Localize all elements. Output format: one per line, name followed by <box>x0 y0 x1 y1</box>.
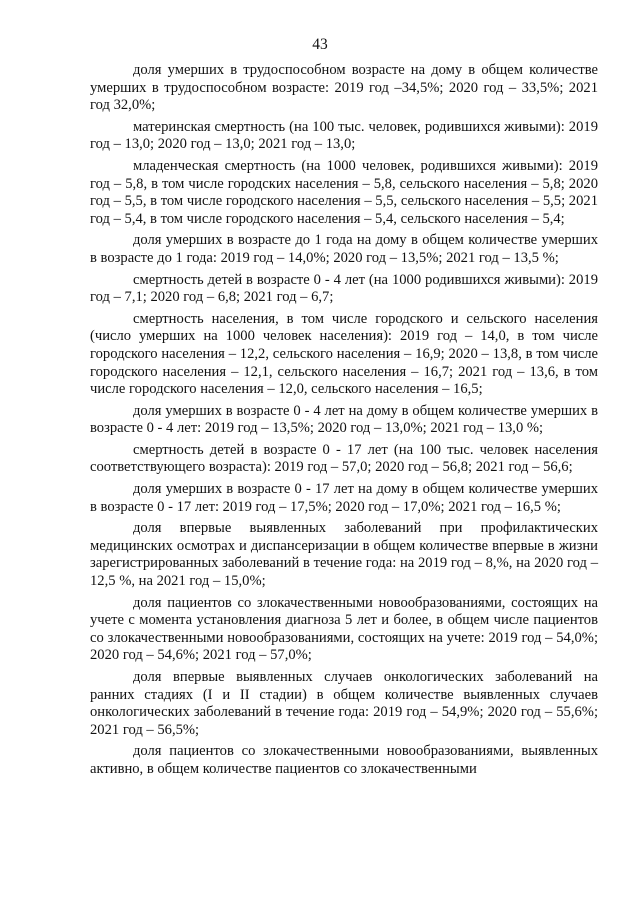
paragraph-child-mortality-0-17: смертность детей в возрасте 0 - 17 лет (на 100 тыс. человек населения соответствующего возраста): 2019 год – 57,0; 2020 год – 56,8; 2021 год – 56,6; <box>90 441 598 476</box>
paragraph-active-oncology-detection: доля пациентов со злокачественными новообразованиями, выявленных активно, в общем количестве пациентов со злокачественными <box>90 743 598 777</box>
paragraph-oncology-5-years: доля пациентов со злокачественными новообразованиями, состоящих на учете с момента установления диагноза 5 лет и более, в общем числе пациентов со злокачественными новообразованиями, состоящих на учете: 2019 год – 54,0%; 2020 год – 54,6%; 2021 год – 57,0%; <box>90 594 598 664</box>
paragraph-0-17-home-deaths: доля умерших в возрасте 0 - 17 лет на дому в общем количестве умерших в возрасте 0 - 17 лет: 2019 год – 17,5%; 2020 год – 17,0%; 2021 год – 16,5 %; <box>90 481 598 515</box>
paragraph-child-mortality-0-4: смертность детей в возрасте 0 - 4 лет (на 1000 родившихся живыми): 2019 год – 7,1; 2020 год – 6,8; 2021 год – 6,7; <box>90 271 598 306</box>
paragraph-0-4-home-deaths: доля умерших в возрасте 0 - 4 лет на дому в общем количестве умерших в возрасте 0 - 4 лет: 2019 год – 13,5%; 2020 год – 13,0%; 2021 год – 13,0 %; <box>90 402 598 437</box>
paragraph-early-stage-oncology: доля впервые выявленных случаев онкологических заболеваний на ранних стадиях (I и II стадии) в общем количестве выявленных случаев онкологических заболеваний в течение года: 2019 год – 54,9%; 2020 год – 55,6%; 2021 год – 56,5%; <box>90 669 598 738</box>
paragraph-working-age-home-deaths: доля умерших в трудоспособном возрасте на дому в общем количестве умерших в трудоспособном возрасте: 2019 год –34,5%; 2020 год – 33,5%; 2021 год 32,0%; <box>90 62 598 114</box>
paragraph-population-mortality: смертность населения, в том числе городского и сельского населения (число умерших на 1000 человек населения): 2019 год – 14,0, в том числе городского населения – 12,2, сельского населения – 16,9; 2020 – 13,8, в том числе городского населения – 12,1, сельского населения – 16,7; 2021 год – 13,6, в том числе городского населения – 12,0, сельского населения – 16,5; <box>90 310 598 398</box>
paragraph-infant-mortality: младенческая смертность (на 1000 человек, родившихся живыми): 2019 год – 5,8, в том числе городских населения – 5,8, сельского населения – 5,8; 2020 год – 5,5, в том числе городского населения – 5,5, сельского населения – 5,5; 2021 год – 5,4, в том числе городского населения – 5,4, сельского населения – 5,4; <box>90 157 598 227</box>
paragraph-under-1-home-deaths: доля умерших в возрасте до 1 года на дому в общем количестве умерших в возрасте до 1 года: 2019 год – 14,0%; 2020 год – 13,5%; 2021 год – 13,5 %; <box>90 232 598 266</box>
document-body <box>90 62 598 783</box>
paragraph-maternal-mortality: материнская смертность (на 100 тыс. человек, родившихся живыми): 2019 год – 13,0; 2020 год – 13,0; 2021 год – 13,0; <box>90 118 598 153</box>
paragraph-preventive-detection: доля впервые выявленных заболеваний при профилактических медицинских осмотрах и диспансеризации в общем количестве впервые в жизни зарегистрированных заболеваний в течение года: на 2019 год – 8,%, на 2020 год – 12,5 %, на 2021 год – 15,0%; <box>90 520 598 590</box>
page-number: 43 <box>312 36 328 53</box>
